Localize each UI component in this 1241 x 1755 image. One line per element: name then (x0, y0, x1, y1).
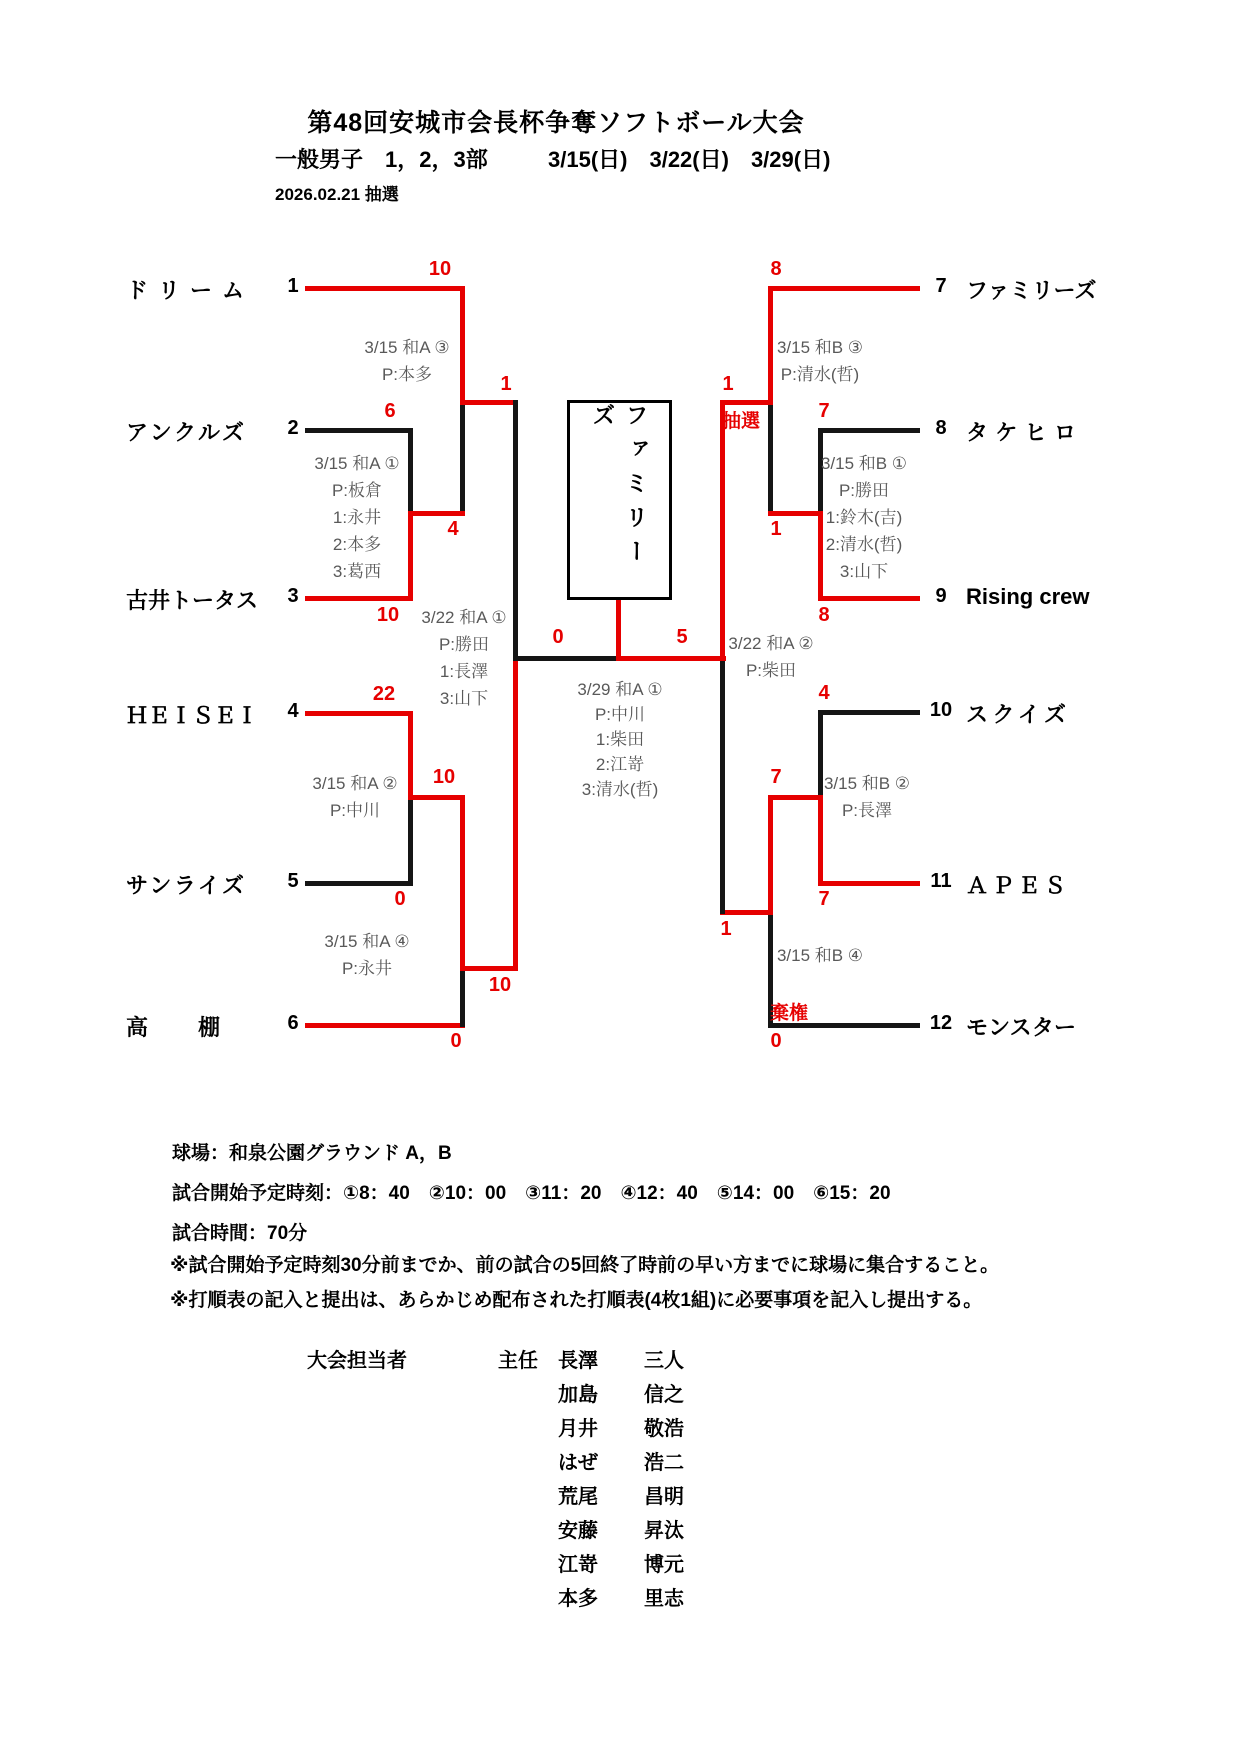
staff-heading: 大会担当者 (307, 1350, 407, 1372)
score-match2b-apes: 7 (818, 888, 830, 910)
line-match4b-winner-stub (720, 910, 773, 915)
score-match4-heisei: 10 (432, 766, 456, 788)
team-name-furui: 古井トータス (126, 588, 259, 613)
line-match4b-upper (768, 795, 773, 914)
line-match3-lower (460, 402, 465, 515)
team-seed-takanabe: 6 (287, 1012, 299, 1034)
team-seed-uncles: 2 (287, 417, 299, 439)
team-name-families: ファミリーズ (966, 278, 1097, 303)
annotation-semifinal1: 3/22 和A ① P:勝田 1:長澤 3:山下 (421, 608, 507, 708)
staff-member-given: 博元 (644, 1554, 684, 1576)
staff-member-given: 浩二 (644, 1452, 684, 1474)
team-name-heisei: ＨＥＩＳＥＩ (126, 703, 259, 728)
staff-member-given: 信之 (644, 1384, 684, 1406)
team-name-apes: ＡＰＥＳ (966, 873, 1066, 898)
staff-member-given: 昇汰 (644, 1520, 684, 1542)
score-final-families: 5 (676, 626, 688, 648)
score-semifinal2-families: 1 (722, 373, 734, 395)
annotation-match4: 3/15 和A ④ P:永井 (324, 932, 410, 978)
duration-info: 試合時間：70分 (172, 1223, 308, 1244)
staff-member-given: 里志 (644, 1588, 684, 1610)
annotation-match4b: 3/15 和B ④ (776, 946, 864, 965)
team-seed-dream: 1 (287, 275, 299, 297)
line-sunrise (305, 881, 413, 886)
line-match4-winner-stub (460, 966, 518, 971)
score-match3-furui: 4 (447, 518, 459, 540)
score-match1b-rising: 8 (818, 604, 830, 626)
line-match3b-winner-stub (720, 400, 773, 405)
annotation-match2b: 3/15 和B ② P:長澤 (823, 774, 911, 820)
staff-member-given: 三人 (644, 1350, 684, 1372)
team-seed-squeeze: 10 (929, 699, 953, 721)
team-seed-monster: 12 (929, 1012, 953, 1034)
staff-member-given: 昌明 (644, 1486, 684, 1508)
score-match2-heisei: 22 (372, 683, 396, 705)
team-seed-apes: 11 (930, 870, 952, 892)
score-match1b-takehiro: 7 (818, 400, 830, 422)
annotation-match3b: 3/15 和B ③ P:清水(哲) (776, 338, 864, 384)
annotation-final: 3/29 和A ① P:中川 1:柴田 2:江嵜 3:清水(哲) (577, 680, 663, 799)
team-name-takehiro: タケヒロ (966, 420, 1076, 445)
staff-member-family: 荒尾 (558, 1486, 598, 1508)
score-match4b-apes: 7 (770, 766, 782, 788)
team-seed-furui: 3 (287, 585, 299, 607)
line-takehiro (818, 428, 920, 433)
line-apes (818, 881, 920, 886)
page-title: 第48回安城市会長杯争奪ソフトボール大会 (307, 109, 805, 137)
line-squeeze (818, 710, 920, 715)
line-heisei (305, 711, 413, 716)
lottery-label: 抽選 (722, 411, 761, 432)
staff-member-family: 本多 (558, 1588, 598, 1610)
line-champion-connector (616, 598, 621, 660)
annotation-semifinal2: 3/22 和A ② P:柴田 (728, 634, 814, 680)
division-label: 一般男子 1，2，3部 (275, 147, 488, 172)
staff-member-family: 月井 (558, 1418, 598, 1440)
staff-member-family: 加島 (558, 1384, 598, 1406)
note-gathering: ※試合開始予定時刻30分前までか、前の試合の5回終了時前の早い方までに球場に集合すること。 (170, 1255, 1000, 1276)
venue-info: 球場：和泉公園グラウンド A，B (172, 1143, 452, 1164)
team-seed-takehiro: 8 (935, 417, 947, 439)
staff-member-family: 安藤 (558, 1520, 598, 1542)
annotation-match2: 3/15 和A ② P:中川 (312, 774, 398, 820)
champion-name: ファミリーズ (589, 403, 649, 573)
score-match2b-squeeze: 4 (818, 682, 830, 704)
score-match1-furui: 10 (376, 604, 400, 626)
line-match4-upper (460, 795, 465, 970)
score-semifinal1-dream: 1 (500, 373, 512, 395)
score-final-heisei: 0 (552, 626, 564, 648)
line-takanabe (305, 1023, 465, 1028)
line-semifinal2-upper (720, 400, 725, 660)
score-match3b-families: 8 (770, 258, 782, 280)
score-match3b-rising: 1 (770, 518, 782, 540)
score-match3-dream: 10 (428, 258, 452, 280)
score-match4-takanabe: 0 (450, 1030, 462, 1052)
team-name-sunrise: サンライズ (126, 873, 244, 898)
score-semifinal1-heisei: 10 (488, 974, 512, 996)
team-name-takanabe: 高 棚 (126, 1015, 220, 1040)
annotation-match3: 3/15 和A ③ P:本多 (364, 338, 450, 384)
line-families (768, 286, 920, 291)
dates-label: 3/15(日) 3/22(日) 3/29(日) (548, 147, 831, 172)
forfeit-label: 棄権 (770, 1003, 809, 1024)
staff-member-family: 長澤 (558, 1350, 598, 1372)
line-furui (305, 596, 413, 601)
line-rising (818, 596, 920, 601)
line-match3-winner-stub (460, 400, 518, 405)
team-name-monster: モンスター (966, 1015, 1076, 1040)
team-seed-sunrise: 5 (287, 870, 299, 892)
staff-member-family: はぜ (558, 1452, 598, 1474)
team-name-dream: ドリーム (126, 278, 244, 303)
team-name-rising: Rising crew (966, 584, 1090, 609)
annotation-match1b: 3/15 和B ① P:勝田 1:鈴木(吉) 2:清水(哲) 3:山下 (820, 454, 908, 581)
score-match2-sunrise: 0 (394, 888, 406, 910)
schedule-info: 試合開始予定時刻：①8：40 ②10：00 ③11：20 ④12：40 ⑤14：00 ⑥15：20 (172, 1183, 891, 1204)
staff-chief-label: 主任 (498, 1350, 538, 1372)
team-seed-heisei: 4 (287, 700, 299, 722)
line-final-left (513, 656, 618, 661)
annotation-match1: 3/15 和A ① P:板倉 1:永井 2:本多 3:葛西 (314, 454, 400, 581)
line-uncles (305, 428, 413, 433)
staff-member-family: 江嵜 (558, 1554, 598, 1576)
line-match4-lower (460, 966, 465, 1027)
team-seed-rising: 9 (935, 585, 947, 607)
note-lineup-sheet: ※打順表の記入と提出は、あらかじめ配布された打順表(4枚1組)に必要事項を記入し提出する。 (170, 1290, 983, 1311)
line-semifinal2-lower (720, 656, 725, 914)
team-name-squeeze: スクイズ (966, 702, 1066, 727)
score-semifinal2-apes: 1 (720, 918, 732, 940)
line-match3b-lower (768, 402, 773, 515)
team-seed-families: 7 (935, 275, 947, 297)
draw-date: 2026.02.21 抽選 (275, 185, 399, 204)
line-dream (305, 286, 465, 291)
score-match1-uncles: 6 (384, 400, 396, 422)
staff-member-given: 敬浩 (644, 1418, 684, 1440)
score-match4b-monster: 0 (770, 1030, 782, 1052)
team-name-uncles: アンクルズ (126, 420, 244, 445)
champion-box (567, 400, 672, 600)
